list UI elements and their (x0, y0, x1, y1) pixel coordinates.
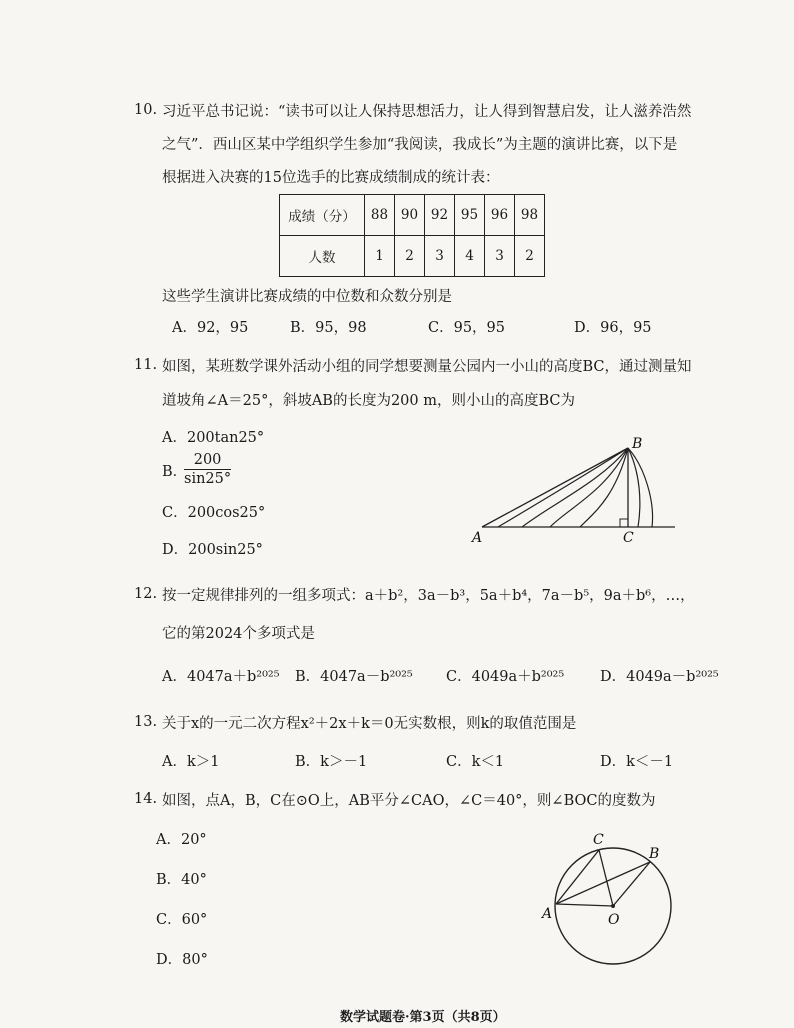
center-point (611, 904, 615, 908)
circle-figure (536, 826, 696, 990)
q11-line1: 如图，某班数学课外活动小组的同学想要测量公园内一小山的高度BC，通过测量知 (162, 359, 692, 375)
q13-option-d: D．k＜－1 (600, 754, 674, 770)
table-cell: 3 (425, 236, 455, 277)
table-header-score: 成绩（分） (280, 195, 365, 236)
q13-option-c: C．k＜1 (446, 754, 505, 770)
label-o: O (608, 912, 620, 928)
label-c: C (593, 832, 604, 848)
label-b: B (649, 846, 660, 862)
table-row (280, 236, 545, 277)
q12-line1: 按一定规律排列的一组多项式：a＋b²，3a－b³，5a＋b⁴，7a－b⁵，9a＋b⁶，…， (162, 588, 695, 604)
q14-option-d: D．80° (156, 952, 208, 968)
q14-option-b: B．40° (156, 872, 207, 888)
q12-line2: 它的第2024个多项式是 (162, 626, 315, 642)
table-cell: 96 (485, 195, 515, 236)
table-cell: 90 (395, 195, 425, 236)
q10-question: 这些学生演讲比赛成绩的中位数和众数分别是 (162, 289, 452, 305)
q10-line2: 之气”．西山区某中学组织学生参加“我阅读，我成长”为主题的演讲比赛，以下是 (162, 137, 678, 153)
hill-back-contour (628, 448, 653, 527)
fraction-numerator: 200 (184, 451, 231, 470)
q14-line1: 如图，点A，B，C在⊙O上，AB平分∠CAO，∠C＝40°，则∠BOC的度数为 (162, 793, 656, 809)
q11-line2: 道坡角∠A＝25°，斜坡AB的长度为200 m，则小山的高度BC为 (162, 393, 576, 409)
q13-option-b: B．k＞－1 (295, 754, 368, 770)
table-cell: 92 (425, 195, 455, 236)
q11-option-b-fraction (184, 451, 231, 488)
slope-ab (482, 448, 628, 527)
q11-option-b-label: B． (162, 464, 188, 480)
q13-line1: 关于x的一元二次方程x²＋2x＋k＝0无实数根，则k的取值范围是 (162, 716, 577, 732)
q14-option-c: C．60° (156, 912, 208, 928)
table-cell: 2 (515, 236, 545, 277)
table-row (280, 195, 545, 236)
right-angle-mark (620, 519, 628, 527)
q11-number: 11. (134, 357, 158, 373)
q14-option-a: A．20° (156, 832, 207, 848)
q11-option-c: C．200cos25° (162, 505, 266, 521)
table-cell: 88 (365, 195, 395, 236)
segment-co (599, 850, 613, 906)
score-table (279, 194, 545, 277)
q12-option-c: C．4049a＋b²⁰²⁵ (446, 669, 565, 685)
segment-ao (556, 904, 613, 906)
q10-option-a: A．92，95 (172, 320, 249, 336)
table-cell: 2 (395, 236, 425, 277)
label-c: C (623, 530, 634, 544)
label-b: B (632, 436, 643, 452)
hill-figure (470, 432, 690, 544)
q13-number: 13. (134, 714, 158, 730)
q10-line3: 根据进入决赛的15位选手的比赛成绩制成的统计表： (162, 170, 500, 186)
table-cell: 3 (485, 236, 515, 277)
page-footer: 数学试题卷·第3页（共8页） (340, 1010, 506, 1025)
q10-number: 10. (134, 102, 158, 118)
table-cell: 4 (455, 236, 485, 277)
q14-number: 14. (134, 791, 158, 807)
q10-option-c: C．95，95 (428, 320, 505, 336)
q10-line1: 习近平总书记说：“读书可以让人保持思想活力，让人得到智慧启发，让人滋养浩然 (162, 104, 692, 120)
fraction-denominator: sin25° (184, 471, 232, 487)
q10-option-d: D．96，95 (574, 320, 652, 336)
table-cell: 98 (515, 195, 545, 236)
hill-back-contour (628, 448, 640, 527)
q12-option-b: B．4047a－b²⁰²⁵ (295, 669, 413, 685)
q11-option-d: D．200sin25° (162, 542, 263, 558)
q11-option-a: A．200tan25° (162, 430, 265, 446)
label-a: A (542, 906, 553, 922)
table-cell: 1 (365, 236, 395, 277)
q12-option-d: D．4049a－b²⁰²⁵ (600, 669, 719, 685)
q12-number: 12. (134, 586, 158, 602)
table-cell: 95 (455, 195, 485, 236)
segment-bo (613, 862, 650, 906)
q13-option-a: A．k＞1 (162, 754, 220, 770)
q10-option-b: B．95，98 (290, 320, 367, 336)
label-a: A (472, 530, 483, 544)
table-header-count: 人数 (280, 236, 365, 277)
q12-option-a: A．4047a＋b²⁰²⁵ (162, 669, 280, 685)
